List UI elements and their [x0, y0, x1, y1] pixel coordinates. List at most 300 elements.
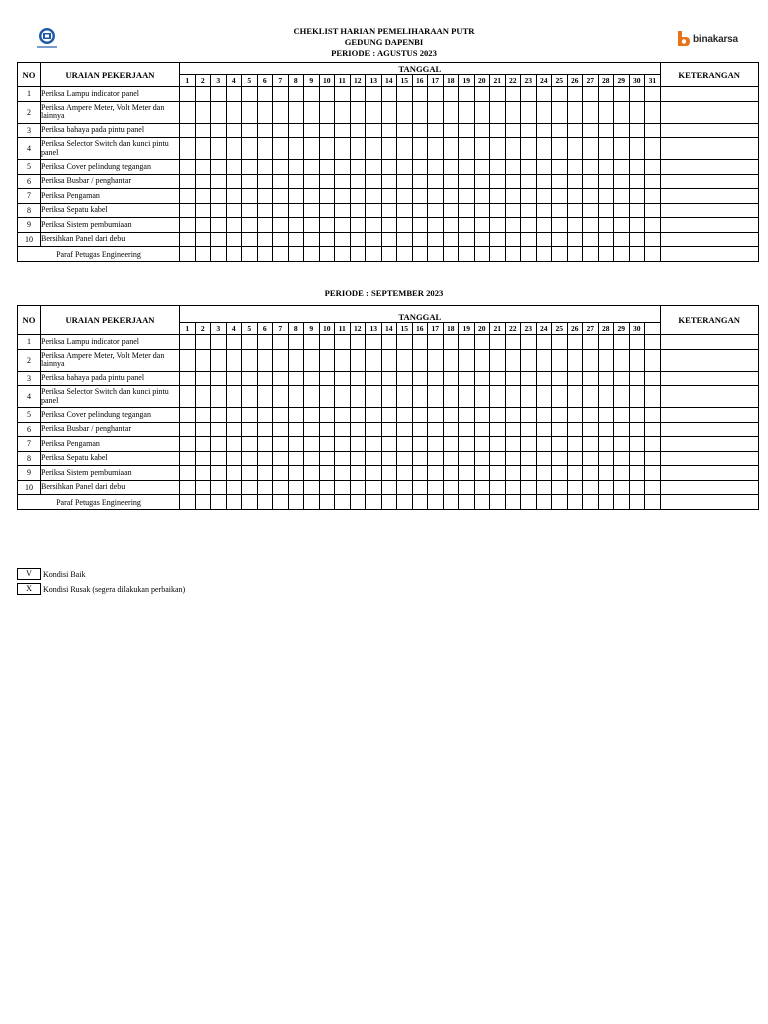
check-cell[interactable] [180, 422, 196, 437]
check-cell[interactable] [319, 437, 335, 452]
check-cell[interactable] [304, 422, 320, 437]
check-cell[interactable] [273, 87, 289, 102]
check-cell[interactable] [211, 451, 227, 466]
signature-cell[interactable] [598, 247, 614, 262]
check-cell[interactable] [583, 174, 599, 189]
signature-cell[interactable] [459, 247, 475, 262]
check-cell[interactable] [614, 386, 630, 408]
remarks-cell[interactable] [660, 247, 758, 262]
signature-cell[interactable] [180, 495, 196, 510]
check-cell[interactable] [536, 386, 552, 408]
check-cell[interactable] [490, 174, 506, 189]
remarks-cell[interactable] [660, 386, 758, 408]
check-cell[interactable] [474, 218, 490, 233]
check-cell[interactable] [273, 160, 289, 175]
check-cell[interactable] [443, 437, 459, 452]
check-cell[interactable] [211, 189, 227, 204]
check-cell[interactable] [335, 232, 351, 247]
check-cell[interactable] [505, 422, 521, 437]
check-cell[interactable] [536, 335, 552, 350]
check-cell[interactable] [583, 466, 599, 481]
check-cell[interactable] [505, 123, 521, 138]
check-cell[interactable] [273, 371, 289, 386]
check-cell[interactable] [552, 87, 568, 102]
check-cell[interactable] [629, 371, 645, 386]
check-cell[interactable] [242, 101, 258, 123]
check-cell[interactable] [629, 386, 645, 408]
check-cell[interactable] [614, 466, 630, 481]
check-cell[interactable] [366, 218, 382, 233]
check-cell[interactable] [273, 408, 289, 423]
check-cell[interactable] [567, 480, 583, 495]
check-cell[interactable] [490, 138, 506, 160]
check-cell[interactable] [226, 422, 242, 437]
check-cell[interactable] [474, 422, 490, 437]
check-cell[interactable] [366, 386, 382, 408]
check-cell[interactable] [536, 123, 552, 138]
check-cell[interactable] [273, 218, 289, 233]
check-cell[interactable] [304, 160, 320, 175]
check-cell[interactable] [412, 480, 428, 495]
check-cell[interactable] [335, 87, 351, 102]
check-cell[interactable] [614, 451, 630, 466]
check-cell[interactable] [567, 408, 583, 423]
signature-cell[interactable] [211, 247, 227, 262]
check-cell[interactable] [443, 138, 459, 160]
check-cell[interactable] [629, 189, 645, 204]
check-cell[interactable] [412, 408, 428, 423]
check-cell[interactable] [490, 349, 506, 371]
check-cell[interactable] [381, 335, 397, 350]
check-cell[interactable] [319, 138, 335, 160]
check-cell[interactable] [226, 123, 242, 138]
check-cell[interactable] [226, 218, 242, 233]
check-cell[interactable] [474, 451, 490, 466]
signature-cell[interactable] [629, 247, 645, 262]
check-cell[interactable] [381, 466, 397, 481]
check-cell[interactable] [428, 480, 444, 495]
check-cell[interactable] [211, 335, 227, 350]
check-cell[interactable] [195, 480, 211, 495]
check-cell[interactable] [195, 408, 211, 423]
signature-cell[interactable] [335, 495, 351, 510]
check-cell[interactable] [614, 437, 630, 452]
check-cell[interactable] [521, 386, 537, 408]
check-cell[interactable] [350, 335, 366, 350]
check-cell[interactable] [195, 422, 211, 437]
check-cell[interactable] [521, 232, 537, 247]
check-cell[interactable] [629, 174, 645, 189]
check-cell[interactable] [536, 371, 552, 386]
check-cell[interactable] [304, 480, 320, 495]
check-cell[interactable] [598, 87, 614, 102]
check-cell[interactable] [226, 174, 242, 189]
signature-cell[interactable] [335, 247, 351, 262]
check-cell[interactable] [629, 480, 645, 495]
check-cell[interactable] [459, 138, 475, 160]
check-cell[interactable] [552, 371, 568, 386]
check-cell[interactable] [474, 408, 490, 423]
check-cell[interactable] [598, 466, 614, 481]
check-cell[interactable] [567, 203, 583, 218]
check-cell[interactable] [443, 386, 459, 408]
check-cell[interactable] [428, 451, 444, 466]
check-cell[interactable] [211, 386, 227, 408]
check-cell[interactable] [443, 466, 459, 481]
check-cell[interactable] [474, 232, 490, 247]
check-cell[interactable] [583, 138, 599, 160]
check-cell[interactable] [412, 437, 428, 452]
check-cell[interactable] [180, 349, 196, 371]
signature-cell[interactable] [459, 495, 475, 510]
check-cell[interactable] [443, 189, 459, 204]
check-cell[interactable] [521, 437, 537, 452]
check-cell[interactable] [536, 138, 552, 160]
check-cell[interactable] [366, 480, 382, 495]
check-cell[interactable] [474, 349, 490, 371]
check-cell[interactable] [257, 466, 273, 481]
check-cell[interactable] [257, 189, 273, 204]
check-cell[interactable] [614, 138, 630, 160]
check-cell[interactable] [319, 101, 335, 123]
check-cell[interactable] [226, 451, 242, 466]
check-cell[interactable] [350, 422, 366, 437]
signature-cell[interactable] [319, 247, 335, 262]
check-cell[interactable] [614, 189, 630, 204]
check-cell[interactable] [180, 123, 196, 138]
check-cell[interactable] [211, 371, 227, 386]
check-cell[interactable] [567, 371, 583, 386]
check-cell[interactable] [536, 87, 552, 102]
check-cell[interactable] [412, 232, 428, 247]
signature-cell[interactable] [443, 247, 459, 262]
check-cell[interactable] [242, 123, 258, 138]
check-cell[interactable] [490, 232, 506, 247]
signature-cell[interactable] [319, 495, 335, 510]
check-cell[interactable] [195, 232, 211, 247]
check-cell[interactable] [598, 422, 614, 437]
check-cell[interactable] [242, 87, 258, 102]
check-cell[interactable] [211, 87, 227, 102]
check-cell[interactable] [350, 437, 366, 452]
check-cell[interactable] [319, 87, 335, 102]
check-cell[interactable] [490, 101, 506, 123]
check-cell[interactable] [366, 437, 382, 452]
check-cell[interactable] [211, 203, 227, 218]
check-cell[interactable] [412, 87, 428, 102]
check-cell[interactable] [381, 232, 397, 247]
check-cell[interactable] [443, 371, 459, 386]
check-cell[interactable] [412, 422, 428, 437]
check-cell[interactable] [273, 466, 289, 481]
check-cell[interactable] [366, 123, 382, 138]
check-cell[interactable] [443, 87, 459, 102]
check-cell[interactable] [598, 451, 614, 466]
check-cell[interactable] [583, 349, 599, 371]
check-cell[interactable] [428, 437, 444, 452]
check-cell[interactable] [459, 174, 475, 189]
check-cell[interactable] [366, 349, 382, 371]
check-cell[interactable] [474, 386, 490, 408]
check-cell[interactable] [397, 480, 413, 495]
check-cell[interactable] [211, 138, 227, 160]
check-cell[interactable] [180, 174, 196, 189]
check-cell[interactable] [490, 203, 506, 218]
check-cell[interactable] [583, 123, 599, 138]
check-cell[interactable] [397, 123, 413, 138]
check-cell[interactable] [645, 123, 661, 138]
check-cell[interactable] [242, 371, 258, 386]
check-cell[interactable] [195, 101, 211, 123]
check-cell[interactable] [288, 160, 304, 175]
check-cell[interactable] [583, 189, 599, 204]
check-cell[interactable] [428, 123, 444, 138]
check-cell[interactable] [211, 123, 227, 138]
check-cell[interactable] [397, 451, 413, 466]
remarks-cell[interactable] [660, 437, 758, 452]
check-cell[interactable] [490, 422, 506, 437]
check-cell[interactable] [428, 203, 444, 218]
check-cell[interactable] [273, 422, 289, 437]
check-cell[interactable] [505, 101, 521, 123]
signature-cell[interactable] [397, 247, 413, 262]
check-cell[interactable] [397, 349, 413, 371]
check-cell[interactable] [614, 480, 630, 495]
check-cell[interactable] [428, 138, 444, 160]
check-cell[interactable] [242, 232, 258, 247]
check-cell[interactable] [443, 160, 459, 175]
check-cell[interactable] [505, 203, 521, 218]
signature-cell[interactable] [211, 495, 227, 510]
check-cell[interactable] [645, 101, 661, 123]
check-cell[interactable] [567, 101, 583, 123]
check-cell[interactable] [397, 87, 413, 102]
check-cell[interactable] [180, 138, 196, 160]
check-cell[interactable] [288, 174, 304, 189]
check-cell[interactable] [567, 123, 583, 138]
check-cell[interactable] [412, 138, 428, 160]
check-cell[interactable] [273, 386, 289, 408]
check-cell[interactable] [521, 87, 537, 102]
check-cell[interactable] [598, 160, 614, 175]
signature-cell[interactable] [521, 247, 537, 262]
check-cell[interactable] [443, 451, 459, 466]
check-cell[interactable] [536, 349, 552, 371]
check-cell[interactable] [459, 203, 475, 218]
check-cell[interactable] [505, 189, 521, 204]
check-cell[interactable] [180, 203, 196, 218]
check-cell[interactable] [459, 349, 475, 371]
check-cell[interactable] [180, 160, 196, 175]
check-cell[interactable] [195, 203, 211, 218]
check-cell[interactable] [536, 422, 552, 437]
check-cell[interactable] [567, 160, 583, 175]
check-cell[interactable] [381, 480, 397, 495]
check-cell[interactable] [397, 422, 413, 437]
check-cell[interactable] [257, 138, 273, 160]
check-cell[interactable] [288, 101, 304, 123]
check-cell[interactable] [490, 451, 506, 466]
check-cell[interactable] [459, 422, 475, 437]
signature-cell[interactable] [583, 247, 599, 262]
check-cell[interactable] [583, 160, 599, 175]
check-cell[interactable] [366, 174, 382, 189]
check-cell[interactable] [521, 203, 537, 218]
check-cell[interactable] [226, 101, 242, 123]
check-cell[interactable] [598, 174, 614, 189]
remarks-cell[interactable] [660, 451, 758, 466]
check-cell[interactable] [629, 437, 645, 452]
check-cell[interactable] [614, 174, 630, 189]
check-cell[interactable] [428, 349, 444, 371]
check-cell[interactable] [629, 138, 645, 160]
check-cell[interactable] [521, 160, 537, 175]
check-cell[interactable] [567, 386, 583, 408]
check-cell[interactable] [319, 174, 335, 189]
check-cell[interactable] [567, 335, 583, 350]
check-cell[interactable] [288, 87, 304, 102]
remarks-cell[interactable] [660, 174, 758, 189]
check-cell[interactable] [428, 174, 444, 189]
check-cell[interactable] [428, 160, 444, 175]
check-cell[interactable] [552, 408, 568, 423]
check-cell[interactable] [552, 335, 568, 350]
check-cell[interactable] [242, 386, 258, 408]
check-cell[interactable] [552, 232, 568, 247]
check-cell[interactable] [226, 408, 242, 423]
check-cell[interactable] [412, 451, 428, 466]
check-cell[interactable] [381, 87, 397, 102]
check-cell[interactable] [226, 232, 242, 247]
signature-cell[interactable] [226, 495, 242, 510]
check-cell[interactable] [195, 138, 211, 160]
check-cell[interactable] [412, 218, 428, 233]
check-cell[interactable] [428, 386, 444, 408]
check-cell[interactable] [366, 422, 382, 437]
check-cell[interactable] [257, 451, 273, 466]
check-cell[interactable] [335, 101, 351, 123]
check-cell[interactable] [242, 466, 258, 481]
check-cell[interactable] [552, 422, 568, 437]
check-cell[interactable] [598, 189, 614, 204]
check-cell[interactable] [459, 87, 475, 102]
check-cell[interactable] [319, 203, 335, 218]
signature-cell[interactable] [490, 247, 506, 262]
check-cell[interactable] [552, 101, 568, 123]
check-cell[interactable] [583, 335, 599, 350]
remarks-cell[interactable] [660, 218, 758, 233]
check-cell[interactable] [428, 466, 444, 481]
check-cell[interactable] [180, 451, 196, 466]
check-cell[interactable] [583, 232, 599, 247]
check-cell[interactable] [288, 232, 304, 247]
check-cell[interactable] [459, 189, 475, 204]
remarks-cell[interactable] [660, 87, 758, 102]
check-cell[interactable] [304, 189, 320, 204]
check-cell[interactable] [490, 408, 506, 423]
check-cell[interactable] [443, 101, 459, 123]
check-cell[interactable] [335, 349, 351, 371]
check-cell[interactable] [474, 174, 490, 189]
check-cell[interactable] [381, 138, 397, 160]
check-cell[interactable] [242, 218, 258, 233]
check-cell[interactable] [412, 160, 428, 175]
check-cell[interactable] [583, 101, 599, 123]
signature-cell[interactable] [490, 495, 506, 510]
signature-cell[interactable] [195, 495, 211, 510]
check-cell[interactable] [397, 408, 413, 423]
check-cell[interactable] [536, 437, 552, 452]
check-cell[interactable] [474, 480, 490, 495]
check-cell[interactable] [381, 160, 397, 175]
check-cell[interactable] [257, 101, 273, 123]
check-cell[interactable] [521, 138, 537, 160]
check-cell[interactable] [195, 386, 211, 408]
check-cell[interactable] [366, 371, 382, 386]
check-cell[interactable] [180, 437, 196, 452]
check-cell[interactable] [536, 451, 552, 466]
check-cell[interactable] [288, 189, 304, 204]
check-cell[interactable] [459, 386, 475, 408]
signature-cell[interactable] [195, 247, 211, 262]
check-cell[interactable] [304, 101, 320, 123]
check-cell[interactable] [350, 189, 366, 204]
signature-cell[interactable] [257, 495, 273, 510]
check-cell[interactable] [412, 123, 428, 138]
check-cell[interactable] [428, 371, 444, 386]
check-cell[interactable] [211, 174, 227, 189]
signature-cell[interactable] [521, 495, 537, 510]
check-cell[interactable] [474, 371, 490, 386]
check-cell[interactable] [428, 232, 444, 247]
check-cell[interactable] [350, 138, 366, 160]
check-cell[interactable] [195, 349, 211, 371]
check-cell[interactable] [614, 349, 630, 371]
check-cell[interactable] [552, 451, 568, 466]
check-cell[interactable] [242, 189, 258, 204]
check-cell[interactable] [397, 160, 413, 175]
check-cell[interactable] [257, 480, 273, 495]
check-cell[interactable] [211, 160, 227, 175]
check-cell[interactable] [459, 466, 475, 481]
check-cell[interactable] [490, 87, 506, 102]
check-cell[interactable] [536, 408, 552, 423]
check-cell[interactable] [443, 232, 459, 247]
remarks-cell[interactable] [660, 408, 758, 423]
check-cell[interactable] [366, 160, 382, 175]
check-cell[interactable] [521, 218, 537, 233]
check-cell[interactable] [567, 232, 583, 247]
check-cell[interactable] [257, 437, 273, 452]
check-cell[interactable] [629, 101, 645, 123]
check-cell[interactable] [583, 386, 599, 408]
check-cell[interactable] [505, 466, 521, 481]
check-cell[interactable] [505, 408, 521, 423]
check-cell[interactable] [598, 218, 614, 233]
check-cell[interactable] [629, 466, 645, 481]
signature-cell[interactable] [304, 495, 320, 510]
remarks-cell[interactable] [660, 203, 758, 218]
check-cell[interactable] [335, 408, 351, 423]
check-cell[interactable] [304, 371, 320, 386]
check-cell[interactable] [288, 466, 304, 481]
check-cell[interactable] [412, 386, 428, 408]
check-cell[interactable] [226, 160, 242, 175]
check-cell[interactable] [257, 349, 273, 371]
check-cell[interactable] [614, 371, 630, 386]
signature-cell[interactable] [443, 495, 459, 510]
check-cell[interactable] [319, 422, 335, 437]
